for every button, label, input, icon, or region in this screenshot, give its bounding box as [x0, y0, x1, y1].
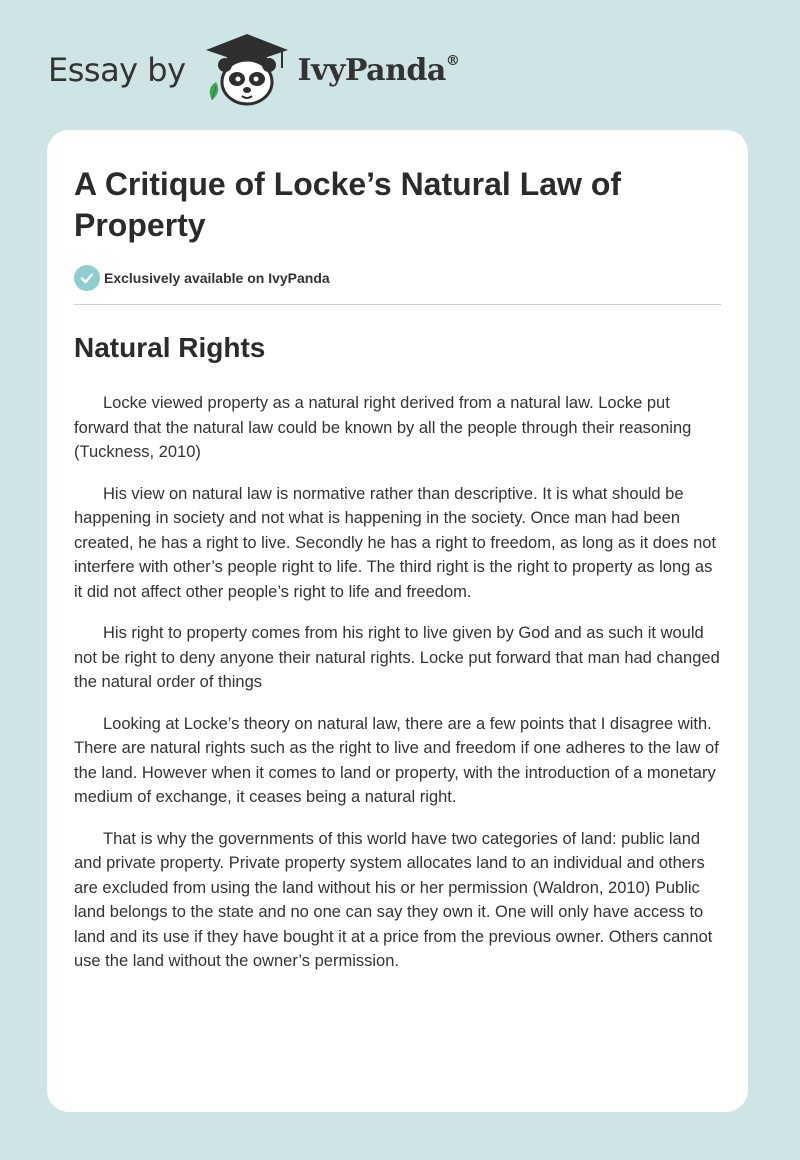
paragraph: Looking at Locke’s theory on natural law, there are a few points that I disagree with. There are natural rights such as the right to live and freedom if one adheres to the law of the land. However when it comes to land or property, with the introduction of a monetary medium of exchange, it ceases being a natural right.: [74, 714, 719, 806]
paragraph: His view on natural law is normative rather than descriptive. It is what should be happening in society and not what is happening in the society. Once man had been created, he has a right to live. Secondly he has a right to freedom, as long as it does not interfere with other’s people right to life. The third right is the right to property as long as it did not affect other people’s right to life and freedom.: [74, 484, 717, 601]
exclusive-badge-row: [74, 264, 721, 292]
brand-text: IvyPanda: [297, 52, 446, 88]
divider: [74, 304, 721, 305]
exclusive-label: Exclusively available on IvyPanda: [104, 270, 330, 286]
section-heading: Natural Rights: [74, 332, 266, 363]
paragraph: Locke viewed property as a natural right derived from a natural law. Locke put forward that the natural law could be known by all the people through their reasoning (Tuckness, 2010): [74, 394, 692, 461]
paragraph: That is why the governments of this world have two categories of land: public land and private property. Private property system allocates land to an individual and others are excluded from using the land without his or her permission (Waldron, 2010) Public land belongs to the state and no one can say they own it. One will only have access to land and its use if they have bought it at a price from the previous owner. Others cannot use the land without the owner’s permission.: [74, 829, 713, 970]
essay-title: A Critique of Locke’s Natural Law of Property: [74, 166, 622, 243]
essay-card: [47, 130, 748, 1112]
site-header: [48, 30, 459, 110]
paragraph: His right to property comes from his right to live given by God and as such it would not be right to deny anyone their natural rights. Locke put forward that man had changed the natural order of things: [74, 624, 720, 691]
brand-name[interactable]: [298, 53, 460, 88]
essay-body: [74, 391, 721, 974]
essay-by-label: Essay by: [48, 51, 186, 89]
registered-mark: ®: [445, 52, 460, 69]
panda-logo-icon[interactable]: [202, 30, 292, 110]
checkmark-icon: [74, 265, 100, 291]
